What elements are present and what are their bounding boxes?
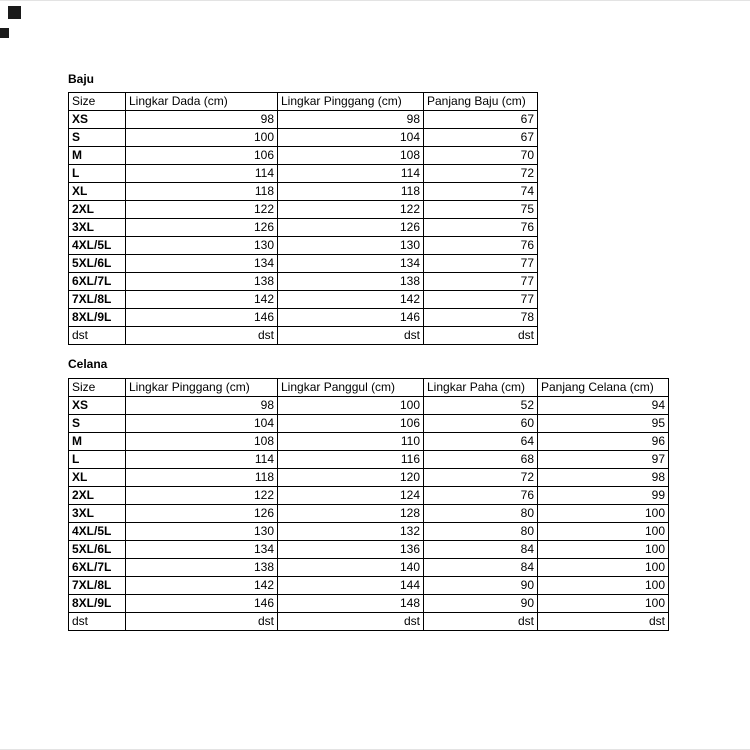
value-cell: 95 — [538, 415, 669, 433]
value-cell: 142 — [126, 577, 278, 595]
value-cell: dst — [278, 327, 424, 345]
size-cell: 4XL/5L — [69, 237, 126, 255]
value-cell: 126 — [126, 219, 278, 237]
value-cell: 134 — [126, 255, 278, 273]
table-row — [69, 111, 538, 129]
value-cell: 70 — [424, 147, 538, 165]
top-left-square-mark — [8, 6, 21, 19]
baju-table-title: Baju — [68, 72, 95, 86]
value-cell: 84 — [424, 559, 538, 577]
size-cell: L — [69, 451, 126, 469]
value-cell: 76 — [424, 219, 538, 237]
value-cell: 72 — [424, 469, 538, 487]
table-row — [69, 237, 538, 255]
value-cell: 90 — [424, 595, 538, 613]
column-header: Lingkar Panggul (cm) — [278, 379, 424, 397]
size-cell: M — [69, 433, 126, 451]
value-cell: 100 — [278, 397, 424, 415]
value-cell: 106 — [126, 147, 278, 165]
value-cell: 84 — [424, 541, 538, 559]
value-cell: 144 — [278, 577, 424, 595]
value-cell: 110 — [278, 433, 424, 451]
value-cell: 77 — [424, 291, 538, 309]
value-cell: 104 — [126, 415, 278, 433]
value-cell: dst — [278, 613, 424, 631]
baju-size-table — [68, 92, 538, 345]
value-cell: 114 — [126, 165, 278, 183]
table-row — [69, 577, 669, 595]
table-row — [69, 309, 538, 327]
value-cell: 98 — [126, 111, 278, 129]
size-cell: 8XL/9L — [69, 595, 126, 613]
value-cell: 124 — [278, 487, 424, 505]
table-row — [69, 595, 669, 613]
value-cell: dst — [424, 613, 538, 631]
value-cell: 78 — [424, 309, 538, 327]
value-cell: 75 — [424, 201, 538, 219]
value-cell: 100 — [538, 541, 669, 559]
value-cell: 138 — [278, 273, 424, 291]
table-row — [69, 255, 538, 273]
table-row — [69, 129, 538, 147]
column-header: Panjang Baju (cm) — [424, 93, 538, 111]
table-row — [69, 147, 538, 165]
table-row — [69, 433, 669, 451]
value-cell: 116 — [278, 451, 424, 469]
value-cell: 134 — [278, 255, 424, 273]
table-row — [69, 327, 538, 345]
size-cell: 3XL — [69, 219, 126, 237]
size-cell: 7XL/8L — [69, 291, 126, 309]
value-cell: 90 — [424, 577, 538, 595]
value-cell: 106 — [278, 415, 424, 433]
size-cell: 6XL/7L — [69, 273, 126, 291]
value-cell: 98 — [278, 111, 424, 129]
value-cell: 80 — [424, 523, 538, 541]
value-cell: 98 — [126, 397, 278, 415]
size-cell: 5XL/6L — [69, 255, 126, 273]
table-row — [69, 541, 669, 559]
size-cell: 4XL/5L — [69, 523, 126, 541]
value-cell: 132 — [278, 523, 424, 541]
value-cell: 99 — [538, 487, 669, 505]
value-cell: 104 — [278, 129, 424, 147]
size-cell: dst — [69, 613, 126, 631]
table-row — [69, 487, 669, 505]
value-cell: 108 — [126, 433, 278, 451]
value-cell: 146 — [278, 309, 424, 327]
table-row — [69, 201, 538, 219]
value-cell: 126 — [278, 219, 424, 237]
value-cell: 100 — [538, 559, 669, 577]
size-cell: S — [69, 129, 126, 147]
value-cell: 140 — [278, 559, 424, 577]
size-cell: 6XL/7L — [69, 559, 126, 577]
value-cell: 80 — [424, 505, 538, 523]
value-cell: 130 — [126, 523, 278, 541]
value-cell: 67 — [424, 111, 538, 129]
value-cell: 126 — [126, 505, 278, 523]
table-row — [69, 559, 669, 577]
value-cell: dst — [424, 327, 538, 345]
value-cell: dst — [126, 327, 278, 345]
size-cell: 8XL/9L — [69, 309, 126, 327]
size-cell: 7XL/8L — [69, 577, 126, 595]
value-cell: 52 — [424, 397, 538, 415]
value-cell: 122 — [278, 201, 424, 219]
column-header: Lingkar Pinggang (cm) — [126, 379, 278, 397]
table-row — [69, 415, 669, 433]
column-header: Lingkar Paha (cm) — [424, 379, 538, 397]
size-cell: 2XL — [69, 487, 126, 505]
value-cell: 130 — [278, 237, 424, 255]
value-cell: 64 — [424, 433, 538, 451]
table-row — [69, 291, 538, 309]
value-cell: 60 — [424, 415, 538, 433]
value-cell: 97 — [538, 451, 669, 469]
size-cell: XL — [69, 183, 126, 201]
table-row — [69, 469, 669, 487]
value-cell: 96 — [538, 433, 669, 451]
value-cell: 100 — [538, 595, 669, 613]
value-cell: 146 — [126, 309, 278, 327]
size-cell: XS — [69, 111, 126, 129]
table-row — [69, 613, 669, 631]
value-cell: 128 — [278, 505, 424, 523]
column-header: Lingkar Dada (cm) — [126, 93, 278, 111]
value-cell: 118 — [126, 469, 278, 487]
size-cell: S — [69, 415, 126, 433]
left-edge-square-mark — [0, 28, 9, 38]
value-cell: 146 — [126, 595, 278, 613]
table-row — [69, 451, 669, 469]
column-header: Size — [69, 379, 126, 397]
column-header: Size — [69, 93, 126, 111]
size-cell: M — [69, 147, 126, 165]
value-cell: dst — [126, 613, 278, 631]
value-cell: 118 — [278, 183, 424, 201]
column-header: Panjang Celana (cm) — [538, 379, 669, 397]
celana-size-table — [68, 378, 669, 631]
value-cell: 122 — [126, 487, 278, 505]
table-row — [69, 523, 669, 541]
value-cell: 68 — [424, 451, 538, 469]
size-cell: XL — [69, 469, 126, 487]
value-cell: 74 — [424, 183, 538, 201]
value-cell: dst — [538, 613, 669, 631]
header-row — [69, 379, 669, 397]
value-cell: 100 — [538, 577, 669, 595]
value-cell: 134 — [126, 541, 278, 559]
header-row — [69, 93, 538, 111]
value-cell: 98 — [538, 469, 669, 487]
value-cell: 142 — [278, 291, 424, 309]
value-cell: 67 — [424, 129, 538, 147]
value-cell: 122 — [126, 201, 278, 219]
value-cell: 130 — [126, 237, 278, 255]
celana-table-title: Celana — [68, 357, 108, 371]
value-cell: 118 — [126, 183, 278, 201]
value-cell: 114 — [126, 451, 278, 469]
value-cell: 76 — [424, 487, 538, 505]
size-cell: dst — [69, 327, 126, 345]
value-cell: 114 — [278, 165, 424, 183]
value-cell: 76 — [424, 237, 538, 255]
value-cell: 100 — [126, 129, 278, 147]
value-cell: 138 — [126, 273, 278, 291]
size-cell: 2XL — [69, 201, 126, 219]
table-row — [69, 183, 538, 201]
value-cell: 136 — [278, 541, 424, 559]
size-cell: L — [69, 165, 126, 183]
table-row — [69, 505, 669, 523]
value-cell: 100 — [538, 523, 669, 541]
value-cell: 108 — [278, 147, 424, 165]
value-cell: 77 — [424, 273, 538, 291]
value-cell: 94 — [538, 397, 669, 415]
value-cell: 72 — [424, 165, 538, 183]
table-row — [69, 219, 538, 237]
value-cell: 77 — [424, 255, 538, 273]
column-header: Lingkar Pinggang (cm) — [278, 93, 424, 111]
value-cell: 148 — [278, 595, 424, 613]
table-row — [69, 165, 538, 183]
size-cell: XS — [69, 397, 126, 415]
size-cell: 5XL/6L — [69, 541, 126, 559]
size-cell: 3XL — [69, 505, 126, 523]
table-row — [69, 273, 538, 291]
value-cell: 100 — [538, 505, 669, 523]
value-cell: 138 — [126, 559, 278, 577]
value-cell: 120 — [278, 469, 424, 487]
table-row — [69, 397, 669, 415]
value-cell: 142 — [126, 291, 278, 309]
